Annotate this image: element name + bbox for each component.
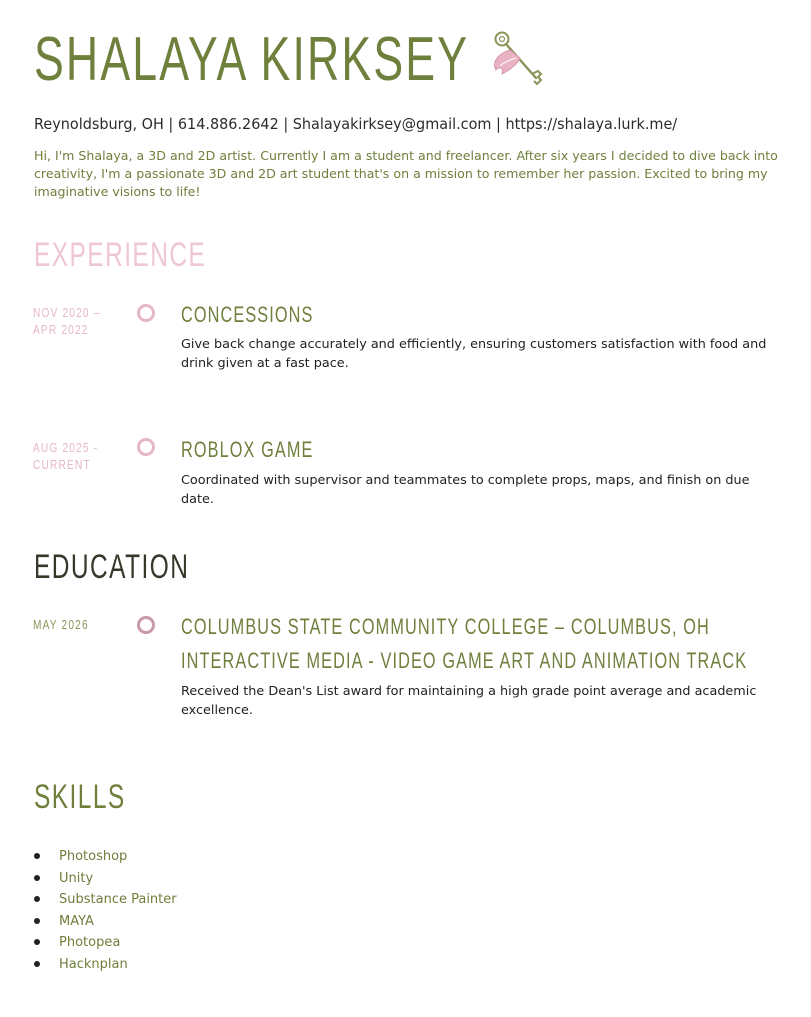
experience-heading: EXPERIENCE xyxy=(34,236,207,274)
education-heading: EDUCATION xyxy=(34,548,190,586)
skill-item: Substance Painter xyxy=(34,889,177,911)
skill-item: Unity xyxy=(34,868,177,890)
contact-info: Reynoldsburg, OH | 614.886.2642 | Shalayakirksey@gmail.com | https://shalaya.lurk.me/ xyxy=(34,115,678,133)
timeline-marker xyxy=(137,304,155,322)
timeline-marker xyxy=(137,616,155,634)
education-date: MAY 2026 xyxy=(33,617,89,632)
date-start: NOV 2020 – xyxy=(33,305,101,320)
winged-key-icon xyxy=(488,28,548,90)
education-description: Received the Dean's List award for maintaining a high grade point average and academic excellence. xyxy=(181,684,757,718)
skills-heading: SKILLS xyxy=(34,778,126,816)
job-title: CONCESSIONS xyxy=(181,302,314,327)
skill-item: Hacknplan xyxy=(34,954,177,976)
timeline-marker xyxy=(137,438,155,456)
program-name: INTERACTIVE MEDIA - VIDEO GAME ART AND ANIMATION TRACK xyxy=(181,648,748,673)
date-start: AUG 2025 - xyxy=(33,440,99,455)
experience-date xyxy=(33,439,98,473)
experience-date xyxy=(33,304,101,338)
candidate-name: SHALAYA KIRKSEY xyxy=(34,25,470,94)
profile-summary: Hi, I'm Shalaya, a 3D and 2D artist. Currently I am a student and freelancer. After six years I decided to dive back into creativity, I'm a passionate 3D and 2D art student that's on a mission to remember her passion. Excited to bring my imaginative visions to life! xyxy=(34,148,778,199)
school-name: COLUMBUS STATE COMMUNITY COLLEGE – COLUMBUS, OH xyxy=(181,614,710,639)
date-end: APR 2022 xyxy=(33,322,89,337)
skill-item: MAYA xyxy=(34,911,177,933)
skill-item: Photopea xyxy=(34,932,177,954)
job-description: Give back change accurately and efficiently, ensuring customers satisfaction with food and drink given at a fast pace. xyxy=(181,337,767,371)
job-title: ROBLOX GAME xyxy=(181,437,314,462)
job-description: Coordinated with supervisor and teammates to complete props, maps, and finish on due date. xyxy=(181,473,750,507)
skill-item: Photoshop xyxy=(34,846,177,868)
date-end: CURRENT xyxy=(33,457,91,472)
skills-list xyxy=(34,846,177,975)
